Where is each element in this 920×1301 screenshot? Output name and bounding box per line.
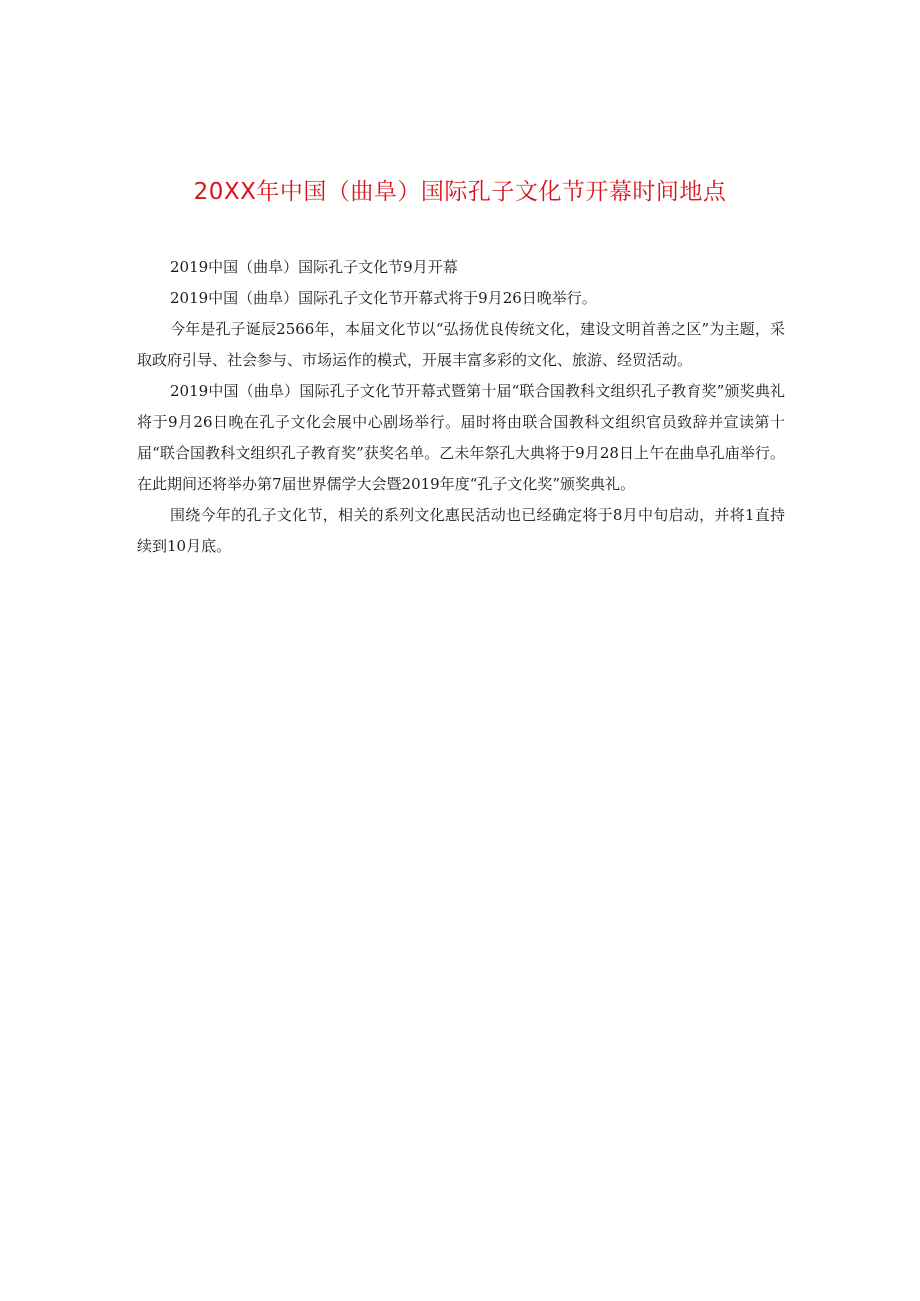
paragraph-activities: 围绕今年的孔子文化节，相关的系列文化惠民活动也已经确定将于8月中旬启动，并将1直持续到10月底。 [137, 506, 785, 555]
document-body [137, 252, 785, 562]
paragraph-opening-date: 2019中国（曲阜）国际孔子文化节开幕式将于9月26日晚举行。 [170, 289, 597, 307]
paragraph-ceremony: 2019中国（曲阜）国际孔子文化节开幕式暨第十届“联合国教科文组织孔子教育奖”颁奖典礼将于9月26日晚在孔子文化会展中心剧场举行。届时将由联合国教科文组织官员致辞并宣读第十届“联合国教科文组织孔子教育奖”获奖名单。乙未年祭孔大典将于9月28日上午在曲阜孔庙举行。在此期间还将举办第7届世界儒学大会暨2019年度“孔子文化奖”颁奖典礼。 [137, 382, 785, 493]
document-title: 20XX年中国（曲阜）国际孔子文化节开幕时间地点 [193, 179, 727, 205]
paragraph-opening-headline: 2019中国（曲阜）国际孔子文化节9月开幕 [170, 258, 458, 276]
paragraph-theme: 今年是孔子诞辰2566年，本届文化节以“弘扬优良传统文化，建设文明首善之区”为主题，采取政府引导、社会参与、市场运作的模式，开展丰富多彩的文化、旅游、经贸活动。 [137, 320, 785, 369]
